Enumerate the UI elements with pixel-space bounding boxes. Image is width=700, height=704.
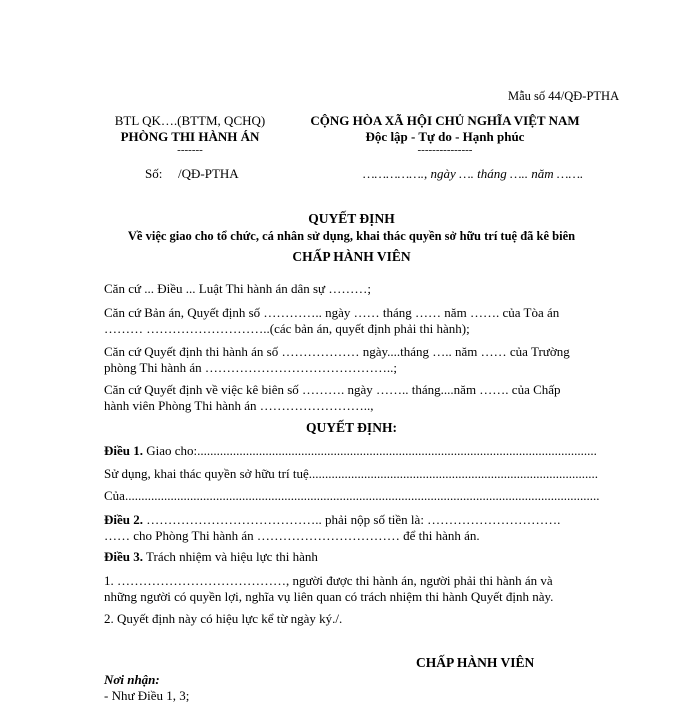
header-country: CỘNG HÒA XÃ HỘI CHỦ NGHĨA VIỆT NAM (310, 113, 580, 128)
date-line: ……………., ngày …. tháng ….. năm ……. (363, 166, 584, 181)
article-2-label: Điều 2. (104, 512, 143, 527)
basis-line: hành viên Phòng Thi hành án …………………….., (104, 398, 374, 413)
signature-title: CHẤP HÀNH VIÊN (416, 655, 535, 670)
dot-leader: ........................................................................................................................... (197, 443, 597, 458)
article-3-title: Trách nhiệm và hiệu lực thi hành (143, 549, 318, 564)
basis-line: Căn cứ Quyết định thi hành án số ……………… ngày....tháng ….. năm …… của Trường (104, 344, 570, 359)
article-2-line-2: …… cho Phòng Thi hành án …………………………… để thi hành án. (104, 528, 480, 543)
article-1-of-line (104, 488, 599, 504)
form-code: Mẫu số 44/QĐ-PTHA (508, 89, 620, 103)
article-3-item-1: 1. …………………………………, người được thi hành án, người phải thi hành án và (104, 573, 553, 588)
doc-number-label: Số: (145, 166, 163, 181)
recipients-label: Nơi nhận: (104, 672, 160, 687)
header-left-rule: ------- (177, 144, 203, 156)
header-org: BTL QK….(BTTM, QCHQ) (114, 113, 266, 128)
article-1-line (104, 443, 599, 459)
document-subject: Về việc giao cho tổ chức, cá nhân sử dụng, khai thác quyền sở hữu trí tuệ đã kê biên (127, 229, 576, 243)
article-3-item-2: 2. Quyết định này có hiệu lực kể từ ngày ký./. (104, 611, 343, 626)
article-1-use-line (104, 466, 599, 482)
article-1-give-to: Giao cho: (143, 443, 198, 458)
dot-leader: .................................................................................................................................................. (124, 488, 599, 503)
article-1-of-text: Của (104, 488, 125, 503)
recipient-item: - Như Điều 1, 3; (104, 688, 190, 703)
basis-line: ……… ………………………..(các bản án, quyết định phải thi hành); (104, 321, 470, 336)
article-3-label: Điều 3. (104, 549, 143, 564)
basis-line: Căn cứ Quyết định về việc kê biên số ………. ngày …….. tháng....năm ……. của Chấp (104, 382, 561, 397)
doc-number-value: /QĐ-PTHA (178, 166, 239, 181)
decision-heading: QUYẾT ĐỊNH: (306, 420, 397, 435)
header-motto: Độc lập - Tự do - Hạnh phúc (365, 129, 525, 144)
article-3-line (104, 549, 599, 565)
article-1-label: Điều 1. (104, 443, 143, 458)
article-2-line (104, 512, 599, 528)
article-1-use-text: Sử dụng, khai thác quyền sở hữu trí tuệ (104, 466, 309, 481)
basis-line: Căn cứ ... Điều ... Luật Thi hành án dân sự ………; (104, 281, 371, 296)
header-dept: PHÒNG THI HÀNH ÁN (120, 129, 260, 144)
authority-heading: CHẤP HÀNH VIÊN (292, 249, 411, 264)
basis-line: phòng Thi hành án ……………………………………..; (104, 360, 397, 375)
dot-leader: ......................................................................................... (308, 466, 598, 481)
header-right-rule: --------------- (417, 144, 473, 156)
article-3-item-1-cont: những người có quyền lợi, nghĩa vụ liên quan có trách nhiệm thi hành Quyết định này. (104, 589, 554, 604)
article-2-text: ………………………………….. phải nộp số tiền là: …………………………. (143, 512, 561, 527)
document-title: QUYẾT ĐỊNH (308, 211, 395, 226)
basis-line: Căn cứ Bản án, Quyết định số ………….. ngày …… tháng …… năm ……. của Tòa án (104, 305, 560, 320)
